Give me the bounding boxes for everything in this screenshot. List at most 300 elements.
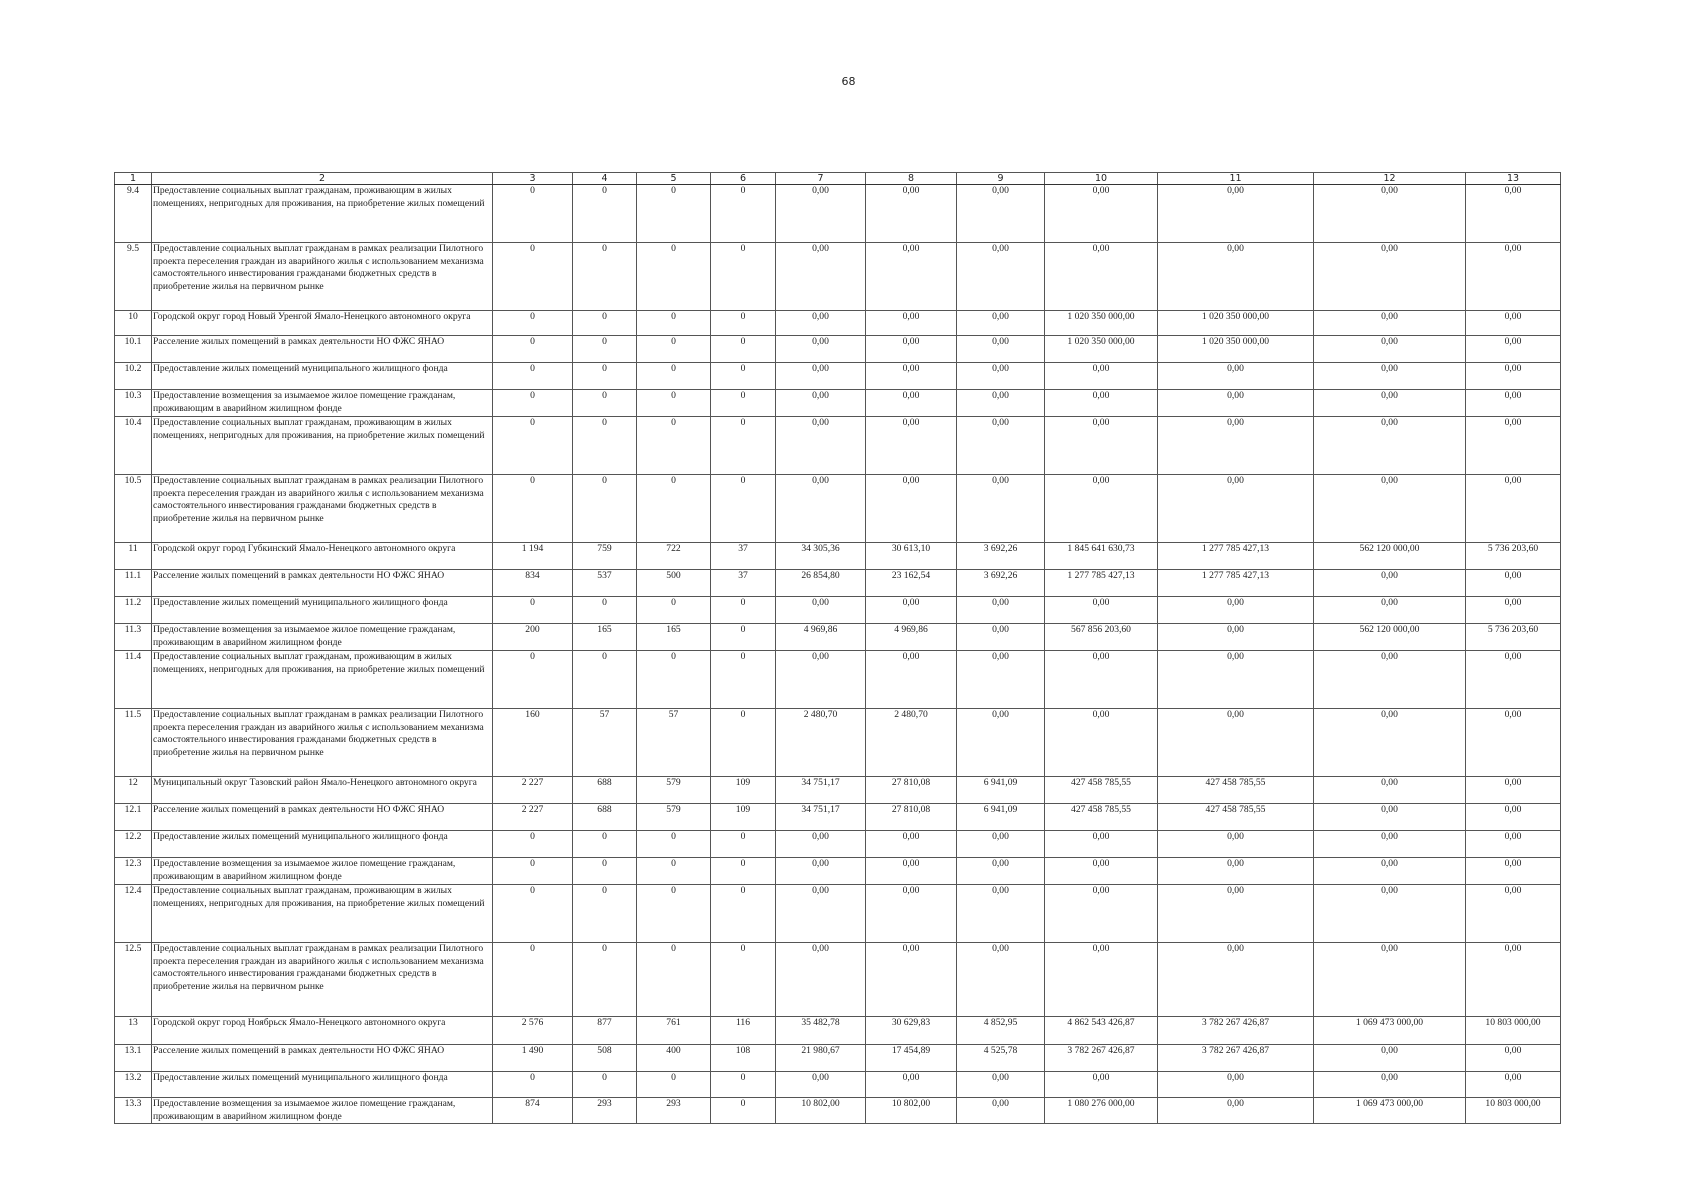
value-cell-col-5: 0	[637, 475, 711, 543]
value-cell-col-7: 0,00	[776, 417, 866, 475]
value-cell-col-10: 427 458 785,55	[1045, 777, 1158, 804]
value-cell-col-13: 0,00	[1466, 651, 1561, 709]
value-cell-col-6: 0	[711, 185, 776, 243]
value-cell-col-13: 0,00	[1466, 804, 1561, 831]
value-cell-col-3: 0	[493, 943, 573, 1017]
table-header-row	[115, 173, 1561, 185]
value-cell-col-11: 1 020 350 000,00	[1158, 311, 1314, 336]
column-header-6: 6	[711, 173, 776, 185]
value-cell-col-3: 0	[493, 363, 573, 390]
value-cell-col-5: 722	[637, 543, 711, 570]
value-cell-col-7: 21 980,67	[776, 1045, 866, 1072]
row-name-cell: Расселение жилых помещений в рамках деятельности НО ФЖС ЯНАО	[152, 570, 493, 597]
value-cell-col-4: 0	[573, 390, 637, 417]
row-number-cell: 10.1	[115, 336, 152, 363]
value-cell-col-10: 1 020 350 000,00	[1045, 336, 1158, 363]
value-cell-col-6: 116	[711, 1017, 776, 1045]
value-cell-col-13: 0,00	[1466, 336, 1561, 363]
value-cell-col-5: 165	[637, 624, 711, 651]
value-cell-col-11: 0,00	[1158, 831, 1314, 858]
table-row	[115, 1098, 1561, 1124]
value-cell-col-4: 0	[573, 858, 637, 885]
value-cell-col-3: 0	[493, 858, 573, 885]
value-cell-col-13: 0,00	[1466, 1072, 1561, 1098]
value-cell-col-7: 4 969,86	[776, 624, 866, 651]
resettlement-data-table	[114, 172, 1561, 1124]
value-cell-col-6: 37	[711, 543, 776, 570]
table-row	[115, 363, 1561, 390]
value-cell-col-5: 500	[637, 570, 711, 597]
value-cell-col-4: 293	[573, 1098, 637, 1124]
value-cell-col-11: 0,00	[1158, 1072, 1314, 1098]
column-header-9: 9	[957, 173, 1045, 185]
value-cell-col-7: 0,00	[776, 943, 866, 1017]
value-cell-col-7: 0,00	[776, 651, 866, 709]
value-cell-col-8: 23 162,54	[866, 570, 957, 597]
value-cell-col-11: 0,00	[1158, 943, 1314, 1017]
value-cell-col-13: 0,00	[1466, 363, 1561, 390]
value-cell-col-4: 0	[573, 831, 637, 858]
value-cell-col-9: 4 525,78	[957, 1045, 1045, 1072]
row-name-cell: Предоставление возмещения за изымаемое жилое помещение гражданам, проживающим в аварийном жилищном фонде	[152, 1098, 493, 1124]
value-cell-col-6: 0	[711, 624, 776, 651]
value-cell-col-7: 0,00	[776, 363, 866, 390]
value-cell-col-4: 688	[573, 777, 637, 804]
value-cell-col-9: 0,00	[957, 709, 1045, 777]
row-name-cell: Предоставление жилых помещений муниципального жилищного фонда	[152, 363, 493, 390]
value-cell-col-13: 0,00	[1466, 311, 1561, 336]
value-cell-col-7: 0,00	[776, 475, 866, 543]
table-row	[115, 709, 1561, 777]
value-cell-col-13: 0,00	[1466, 885, 1561, 943]
column-header-8: 8	[866, 173, 957, 185]
value-cell-col-6: 0	[711, 1072, 776, 1098]
value-cell-col-10: 0,00	[1045, 597, 1158, 624]
value-cell-col-10: 0,00	[1045, 858, 1158, 885]
value-cell-col-5: 0	[637, 858, 711, 885]
value-cell-col-7: 0,00	[776, 390, 866, 417]
column-header-1: 1	[115, 173, 152, 185]
value-cell-col-13: 0,00	[1466, 858, 1561, 885]
value-cell-col-12: 0,00	[1314, 243, 1466, 311]
value-cell-col-5: 0	[637, 363, 711, 390]
value-cell-col-5: 0	[637, 390, 711, 417]
value-cell-col-4: 0	[573, 885, 637, 943]
value-cell-col-6: 0	[711, 885, 776, 943]
value-cell-col-6: 0	[711, 943, 776, 1017]
row-number-cell: 10.5	[115, 475, 152, 543]
value-cell-col-12: 0,00	[1314, 885, 1466, 943]
value-cell-col-5: 0	[637, 311, 711, 336]
value-cell-col-5: 0	[637, 1072, 711, 1098]
value-cell-col-10: 0,00	[1045, 943, 1158, 1017]
value-cell-col-7: 34 305,36	[776, 543, 866, 570]
value-cell-col-10: 0,00	[1045, 243, 1158, 311]
value-cell-col-3: 1 194	[493, 543, 573, 570]
table-row	[115, 311, 1561, 336]
value-cell-col-8: 0,00	[866, 243, 957, 311]
value-cell-col-11: 0,00	[1158, 709, 1314, 777]
value-cell-col-3: 0	[493, 475, 573, 543]
value-cell-col-5: 579	[637, 804, 711, 831]
value-cell-col-12: 0,00	[1314, 943, 1466, 1017]
value-cell-col-3: 0	[493, 1072, 573, 1098]
row-number-cell: 10.3	[115, 390, 152, 417]
row-number-cell: 9.4	[115, 185, 152, 243]
value-cell-col-11: 3 782 267 426,87	[1158, 1017, 1314, 1045]
value-cell-col-7: 0,00	[776, 831, 866, 858]
table-row	[115, 185, 1561, 243]
value-cell-col-5: 0	[637, 417, 711, 475]
value-cell-col-8: 0,00	[866, 390, 957, 417]
value-cell-col-12: 1 069 473 000,00	[1314, 1017, 1466, 1045]
value-cell-col-9: 0,00	[957, 624, 1045, 651]
value-cell-col-9: 0,00	[957, 417, 1045, 475]
value-cell-col-13: 10 803 000,00	[1466, 1098, 1561, 1124]
row-number-cell: 11.1	[115, 570, 152, 597]
table-body	[115, 185, 1561, 1124]
value-cell-col-7: 34 751,17	[776, 804, 866, 831]
column-header-11: 11	[1158, 173, 1314, 185]
table-row	[115, 243, 1561, 311]
value-cell-col-8: 0,00	[866, 417, 957, 475]
value-cell-col-8: 0,00	[866, 475, 957, 543]
value-cell-col-12: 0,00	[1314, 185, 1466, 243]
value-cell-col-10: 1 020 350 000,00	[1045, 311, 1158, 336]
value-cell-col-9: 0,00	[957, 336, 1045, 363]
table-row	[115, 390, 1561, 417]
table-row	[115, 831, 1561, 858]
value-cell-col-12: 0,00	[1314, 777, 1466, 804]
value-cell-col-3: 0	[493, 597, 573, 624]
value-cell-col-10: 1 277 785 427,13	[1045, 570, 1158, 597]
value-cell-col-13: 0,00	[1466, 777, 1561, 804]
value-cell-col-13: 0,00	[1466, 417, 1561, 475]
value-cell-col-9: 3 692,26	[957, 570, 1045, 597]
table-row	[115, 1072, 1561, 1098]
page-number: 68	[841, 75, 856, 88]
value-cell-col-6: 0	[711, 363, 776, 390]
value-cell-col-7: 0,00	[776, 885, 866, 943]
value-cell-col-9: 0,00	[957, 363, 1045, 390]
value-cell-col-8: 0,00	[866, 597, 957, 624]
value-cell-col-5: 0	[637, 336, 711, 363]
value-cell-col-4: 0	[573, 651, 637, 709]
value-cell-col-10: 4 862 543 426,87	[1045, 1017, 1158, 1045]
value-cell-col-7: 26 854,80	[776, 570, 866, 597]
value-cell-col-5: 0	[637, 885, 711, 943]
value-cell-col-7: 0,00	[776, 597, 866, 624]
table-row	[115, 651, 1561, 709]
value-cell-col-11: 1 277 785 427,13	[1158, 543, 1314, 570]
value-cell-col-5: 0	[637, 943, 711, 1017]
value-cell-col-10: 567 856 203,60	[1045, 624, 1158, 651]
value-cell-col-5: 400	[637, 1045, 711, 1072]
value-cell-col-6: 0	[711, 390, 776, 417]
row-name-cell: Муниципальный округ Тазовский район Ямало-Ненецкого автономного округа	[152, 777, 493, 804]
value-cell-col-6: 108	[711, 1045, 776, 1072]
table-row	[115, 543, 1561, 570]
value-cell-col-13: 5 736 203,60	[1466, 624, 1561, 651]
value-cell-col-13: 0,00	[1466, 570, 1561, 597]
value-cell-col-12: 0,00	[1314, 709, 1466, 777]
value-cell-col-8: 0,00	[866, 363, 957, 390]
row-name-cell: Городской округ город Губкинский Ямало-Ненецкого автономного округа	[152, 543, 493, 570]
value-cell-col-3: 834	[493, 570, 573, 597]
value-cell-col-8: 0,00	[866, 651, 957, 709]
value-cell-col-5: 0	[637, 831, 711, 858]
value-cell-col-13: 0,00	[1466, 243, 1561, 311]
column-header-2: 2	[152, 173, 493, 185]
value-cell-col-9: 4 852,95	[957, 1017, 1045, 1045]
value-cell-col-4: 165	[573, 624, 637, 651]
value-cell-col-10: 0,00	[1045, 363, 1158, 390]
table-row	[115, 1045, 1561, 1072]
value-cell-col-9: 0,00	[957, 885, 1045, 943]
row-name-cell: Предоставление жилых помещений муниципального жилищного фонда	[152, 1072, 493, 1098]
column-header-10: 10	[1045, 173, 1158, 185]
value-cell-col-6: 109	[711, 804, 776, 831]
value-cell-col-11: 427 458 785,55	[1158, 777, 1314, 804]
value-cell-col-13: 0,00	[1466, 475, 1561, 543]
value-cell-col-12: 0,00	[1314, 1045, 1466, 1072]
value-cell-col-3: 200	[493, 624, 573, 651]
value-cell-col-11: 0,00	[1158, 624, 1314, 651]
value-cell-col-12: 0,00	[1314, 804, 1466, 831]
row-name-cell: Предоставление социальных выплат гражданам, проживающим в жилых помещениях, непригодных для проживания, на приобретение жилых помещений	[152, 885, 493, 943]
value-cell-col-8: 0,00	[866, 1072, 957, 1098]
value-cell-col-8: 0,00	[866, 885, 957, 943]
value-cell-col-10: 0,00	[1045, 651, 1158, 709]
value-cell-col-7: 0,00	[776, 311, 866, 336]
value-cell-col-12: 0,00	[1314, 417, 1466, 475]
row-name-cell: Расселение жилых помещений в рамках деятельности НО ФЖС ЯНАО	[152, 1045, 493, 1072]
value-cell-col-5: 293	[637, 1098, 711, 1124]
value-cell-col-4: 0	[573, 943, 637, 1017]
value-cell-col-6: 0	[711, 243, 776, 311]
value-cell-col-12: 0,00	[1314, 570, 1466, 597]
value-cell-col-13: 10 803 000,00	[1466, 1017, 1561, 1045]
value-cell-col-4: 537	[573, 570, 637, 597]
value-cell-col-9: 3 692,26	[957, 543, 1045, 570]
value-cell-col-13: 0,00	[1466, 943, 1561, 1017]
row-number-cell: 11.5	[115, 709, 152, 777]
value-cell-col-12: 562 120 000,00	[1314, 543, 1466, 570]
value-cell-col-3: 0	[493, 885, 573, 943]
value-cell-col-9: 0,00	[957, 475, 1045, 543]
table-row	[115, 570, 1561, 597]
column-header-5: 5	[637, 173, 711, 185]
value-cell-col-10: 1 080 276 000,00	[1045, 1098, 1158, 1124]
value-cell-col-9: 0,00	[957, 1098, 1045, 1124]
value-cell-col-3: 0	[493, 831, 573, 858]
row-number-cell: 13.2	[115, 1072, 152, 1098]
column-header-4: 4	[573, 173, 637, 185]
row-name-cell: Предоставление жилых помещений муниципального жилищного фонда	[152, 831, 493, 858]
value-cell-col-11: 0,00	[1158, 651, 1314, 709]
row-name-cell: Предоставление социальных выплат гражданам в рамках реализации Пилотного проекта переселения граждан из аварийного жилья с использованием механизма самостоятельного инвестирования гражданами бюджетных средств в приобретение жилья на первичном рынке	[152, 475, 493, 543]
row-name-cell: Городской округ город Ноябрьск Ямало-Ненецкого автономного округа	[152, 1017, 493, 1045]
value-cell-col-5: 0	[637, 243, 711, 311]
value-cell-col-6: 0	[711, 417, 776, 475]
row-name-cell: Предоставление социальных выплат гражданам, проживающим в жилых помещениях, непригодных для проживания, на приобретение жилых помещений	[152, 417, 493, 475]
row-number-cell: 12	[115, 777, 152, 804]
value-cell-col-8: 17 454,89	[866, 1045, 957, 1072]
value-cell-col-10: 3 782 267 426,87	[1045, 1045, 1158, 1072]
value-cell-col-8: 0,00	[866, 185, 957, 243]
value-cell-col-3: 2 576	[493, 1017, 573, 1045]
value-cell-col-4: 0	[573, 417, 637, 475]
row-number-cell: 12.5	[115, 943, 152, 1017]
row-number-cell: 12.4	[115, 885, 152, 943]
value-cell-col-5: 761	[637, 1017, 711, 1045]
row-name-cell: Предоставление жилых помещений муниципального жилищного фонда	[152, 597, 493, 624]
value-cell-col-3: 874	[493, 1098, 573, 1124]
value-cell-col-11: 0,00	[1158, 417, 1314, 475]
value-cell-col-7: 0,00	[776, 243, 866, 311]
value-cell-col-6: 0	[711, 311, 776, 336]
value-cell-col-3: 2 227	[493, 777, 573, 804]
value-cell-col-10: 0,00	[1045, 1072, 1158, 1098]
value-cell-col-3: 0	[493, 390, 573, 417]
value-cell-col-11: 0,00	[1158, 475, 1314, 543]
row-name-cell: Расселение жилых помещений в рамках деятельности НО ФЖС ЯНАО	[152, 804, 493, 831]
value-cell-col-9: 0,00	[957, 1072, 1045, 1098]
value-cell-col-11: 1 020 350 000,00	[1158, 336, 1314, 363]
value-cell-col-12: 0,00	[1314, 831, 1466, 858]
value-cell-col-6: 0	[711, 831, 776, 858]
value-cell-col-11: 0,00	[1158, 243, 1314, 311]
value-cell-col-12: 0,00	[1314, 597, 1466, 624]
value-cell-col-4: 688	[573, 804, 637, 831]
row-number-cell: 10.4	[115, 417, 152, 475]
value-cell-col-9: 0,00	[957, 597, 1045, 624]
value-cell-col-10: 0,00	[1045, 390, 1158, 417]
table-row	[115, 777, 1561, 804]
value-cell-col-4: 0	[573, 475, 637, 543]
value-cell-col-9: 6 941,09	[957, 804, 1045, 831]
row-number-cell: 10	[115, 311, 152, 336]
value-cell-col-8: 27 810,08	[866, 804, 957, 831]
value-cell-col-6: 0	[711, 597, 776, 624]
value-cell-col-4: 877	[573, 1017, 637, 1045]
row-number-cell: 11	[115, 543, 152, 570]
value-cell-col-4: 57	[573, 709, 637, 777]
value-cell-col-7: 10 802,00	[776, 1098, 866, 1124]
row-name-cell: Расселение жилых помещений в рамках деятельности НО ФЖС ЯНАО	[152, 336, 493, 363]
value-cell-col-9: 0,00	[957, 390, 1045, 417]
value-cell-col-13: 0,00	[1466, 709, 1561, 777]
value-cell-col-8: 0,00	[866, 831, 957, 858]
row-name-cell: Предоставление возмещения за изымаемое жилое помещение гражданам, проживающим в аварийном жилищном фонде	[152, 390, 493, 417]
value-cell-col-7: 0,00	[776, 336, 866, 363]
value-cell-col-12: 562 120 000,00	[1314, 624, 1466, 651]
value-cell-col-10: 0,00	[1045, 709, 1158, 777]
value-cell-col-6: 0	[711, 651, 776, 709]
value-cell-col-12: 0,00	[1314, 1072, 1466, 1098]
value-cell-col-12: 0,00	[1314, 311, 1466, 336]
value-cell-col-3: 0	[493, 336, 573, 363]
value-cell-col-6: 0	[711, 858, 776, 885]
value-cell-col-5: 57	[637, 709, 711, 777]
value-cell-col-8: 0,00	[866, 858, 957, 885]
value-cell-col-3: 0	[493, 311, 573, 336]
row-name-cell: Предоставление социальных выплат гражданам в рамках реализации Пилотного проекта переселения граждан из аварийного жилья с использованием механизма самостоятельного инвестирования гражданами бюджетных средств в приобретение жилья на первичном рынке	[152, 243, 493, 311]
row-number-cell: 12.2	[115, 831, 152, 858]
table-row	[115, 624, 1561, 651]
value-cell-col-4: 0	[573, 1072, 637, 1098]
column-header-7: 7	[776, 173, 866, 185]
row-number-cell: 13.3	[115, 1098, 152, 1124]
value-cell-col-4: 508	[573, 1045, 637, 1072]
row-number-cell: 12.3	[115, 858, 152, 885]
value-cell-col-7: 0,00	[776, 185, 866, 243]
table-row	[115, 597, 1561, 624]
row-number-cell: 11.3	[115, 624, 152, 651]
value-cell-col-6: 0	[711, 709, 776, 777]
value-cell-col-11: 0,00	[1158, 390, 1314, 417]
value-cell-col-7: 35 482,78	[776, 1017, 866, 1045]
value-cell-col-8: 0,00	[866, 311, 957, 336]
value-cell-col-8: 4 969,86	[866, 624, 957, 651]
value-cell-col-10: 427 458 785,55	[1045, 804, 1158, 831]
row-number-cell: 13	[115, 1017, 152, 1045]
column-header-12: 12	[1314, 173, 1466, 185]
value-cell-col-4: 0	[573, 243, 637, 311]
value-cell-col-12: 0,00	[1314, 475, 1466, 543]
value-cell-col-4: 0	[573, 336, 637, 363]
value-cell-col-3: 0	[493, 417, 573, 475]
value-cell-col-8: 30 613,10	[866, 543, 957, 570]
value-cell-col-13: 0,00	[1466, 185, 1561, 243]
value-cell-col-12: 0,00	[1314, 336, 1466, 363]
value-cell-col-3: 160	[493, 709, 573, 777]
row-name-cell: Предоставление возмещения за изымаемое жилое помещение гражданам, проживающим в аварийном жилищном фонде	[152, 858, 493, 885]
row-name-cell: Предоставление социальных выплат гражданам в рамках реализации Пилотного проекта переселения граждан из аварийного жилья с использованием механизма самостоятельного инвестирования гражданами бюджетных средств в приобретение жилья на первичном рынке	[152, 709, 493, 777]
row-number-cell: 13.1	[115, 1045, 152, 1072]
value-cell-col-9: 0,00	[957, 943, 1045, 1017]
value-cell-col-9: 0,00	[957, 185, 1045, 243]
table-row	[115, 475, 1561, 543]
value-cell-col-5: 0	[637, 597, 711, 624]
value-cell-col-8: 0,00	[866, 943, 957, 1017]
row-number-cell: 9.5	[115, 243, 152, 311]
value-cell-col-12: 1 069 473 000,00	[1314, 1098, 1466, 1124]
value-cell-col-11: 0,00	[1158, 597, 1314, 624]
table-row	[115, 417, 1561, 475]
value-cell-col-9: 0,00	[957, 831, 1045, 858]
value-cell-col-5: 0	[637, 185, 711, 243]
row-name-cell: Предоставление социальных выплат гражданам в рамках реализации Пилотного проекта переселения граждан из аварийного жилья с использованием механизма самостоятельного инвестирования гражданами бюджетных средств в приобретение жилья на первичном рынке	[152, 943, 493, 1017]
value-cell-col-3: 0	[493, 651, 573, 709]
value-cell-col-6: 0	[711, 336, 776, 363]
value-cell-col-13: 0,00	[1466, 597, 1561, 624]
value-cell-col-11: 0,00	[1158, 1098, 1314, 1124]
value-cell-col-11: 0,00	[1158, 185, 1314, 243]
value-cell-col-4: 0	[573, 363, 637, 390]
value-cell-col-10: 1 845 641 630,73	[1045, 543, 1158, 570]
value-cell-col-13: 0,00	[1466, 390, 1561, 417]
row-number-cell: 11.2	[115, 597, 152, 624]
value-cell-col-10: 0,00	[1045, 475, 1158, 543]
value-cell-col-4: 0	[573, 597, 637, 624]
row-name-cell: Городской округ город Новый Уренгой Ямало-Ненецкого автономного округа	[152, 311, 493, 336]
row-number-cell: 10.2	[115, 363, 152, 390]
value-cell-col-6: 37	[711, 570, 776, 597]
row-number-cell: 12.1	[115, 804, 152, 831]
value-cell-col-10: 0,00	[1045, 185, 1158, 243]
table-row	[115, 1017, 1561, 1045]
